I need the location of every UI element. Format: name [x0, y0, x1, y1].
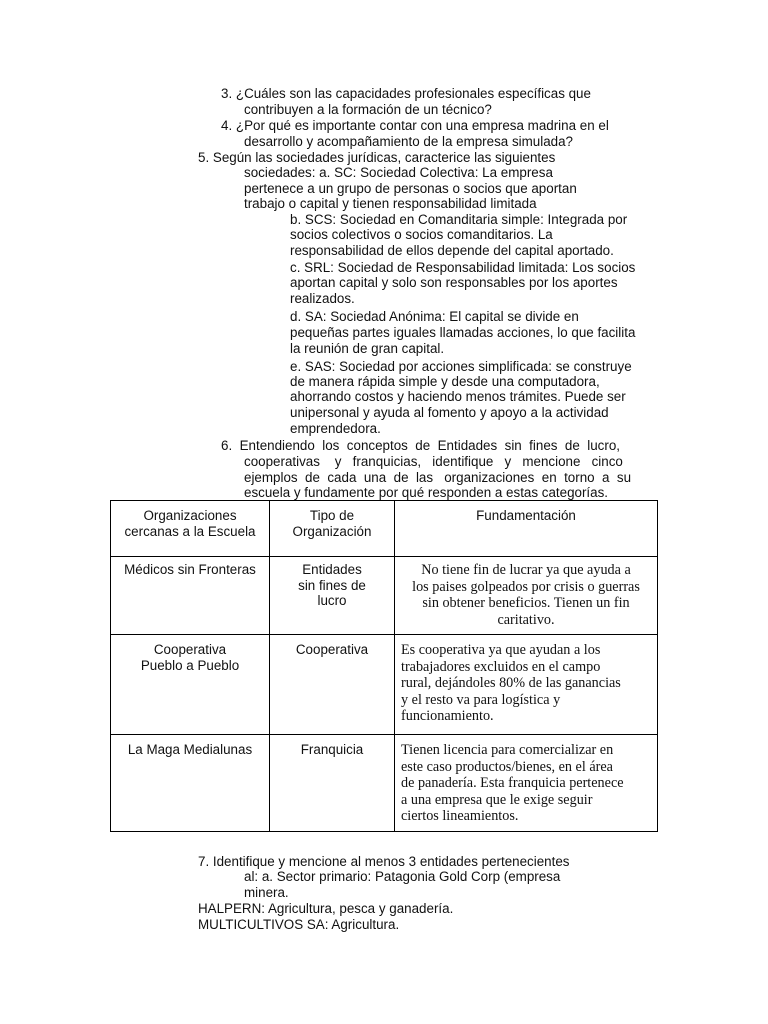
q5-a-line1: sociedades: a. SC: Sociedad Colectiva: La empresa: [244, 165, 553, 180]
q5-e-line5: emprendedora.: [290, 421, 381, 436]
q6-line2: cooperativas y franquicias, identifique y mencione cinco: [244, 454, 623, 469]
q6-line1: 6. Entendiendo los conceptos de Entidades sin fines de lucro,: [221, 438, 620, 453]
row2-fund-line5: funcionamiento.: [401, 708, 494, 725]
q7-line3: minera.: [244, 885, 289, 900]
q7-line4: HALPERN: Agricultura, pesca y ganadería.: [198, 901, 454, 916]
row3-fund-line2: este caso productos/bienes, en el área: [401, 758, 613, 775]
q5-c-line2: aportan capital y solo son responsables por los aportes: [290, 275, 618, 290]
row2-fund: [395, 635, 658, 735]
header-tipo-line1: Tipo de: [309, 508, 355, 523]
q5-e-line4: unipersonal y ayuda al fomento y apoyo a la actividad: [290, 405, 609, 420]
q5-b-line3: responsabilidad de ellos depende del capital aportado.: [290, 243, 614, 258]
q7-line5: MULTICULTIVOS SA: Agricultura.: [198, 917, 400, 932]
row1-fund: [395, 557, 658, 635]
table-row: [111, 557, 658, 635]
row3-org-line1: La Maga Medialunas: [127, 742, 253, 757]
q5-a-line2: pertenece a un grupo de personas o socios que aportan: [244, 181, 577, 196]
row3-tipo-line1: Franquicia: [300, 742, 364, 757]
row3-fund-line4: a una empresa que le exige seguir: [401, 791, 593, 808]
row1-fund-line3: sin obtener beneficios. Tienen un fin: [422, 595, 630, 612]
header-fundamentacion-line1: Fundamentación: [476, 508, 576, 523]
header-organizaciones-line1: Organizaciones: [143, 508, 237, 523]
q5-c-line3: realizados.: [290, 291, 355, 306]
row1-tipo-line2: sin fines de: [298, 577, 366, 593]
row3-fund-line3: de panadería. Esta franquicia pertenece: [401, 775, 624, 792]
header-tipo: [270, 501, 395, 557]
row3-fund: [395, 735, 658, 832]
q5-d-line3: la reunión de gran capital.: [290, 341, 445, 356]
q6-line3: ejemplos de cada una de las organizaciones en torno a su: [244, 470, 632, 485]
row3-fund-line1: Tienen licencia para comercializar en: [401, 742, 614, 758]
row2-fund-line2: trabajadores excluidos en el campo: [401, 658, 601, 675]
q4-line2: desarrollo y acompañamiento de la empresa simulada?: [244, 134, 573, 149]
q7-line2: al: a. Sector primario: Patagonia Gold Corp (empresa: [244, 869, 561, 884]
row2-fund-line3: rural, dejándoles 80% de las ganancias: [401, 675, 621, 692]
row1-fund-line2: los paises golpeados por crisis o guerras: [412, 578, 640, 595]
q5-b-line1: b. SCS: Sociedad en Comanditaria simple: Integrada por: [290, 212, 628, 227]
row1-tipo: [270, 557, 395, 635]
row3-tipo: [270, 735, 395, 832]
row2-org: [111, 635, 270, 735]
q5-e-line1: e. SAS: Sociedad por acciones simplificada: se construye: [290, 359, 632, 374]
row1-tipo-line3: lucro: [317, 593, 347, 609]
q5-d-line2: pequeñas partes iguales llamadas acciones, lo que facilita: [290, 325, 636, 340]
row2-fund-line4: y el resto va para logística y: [401, 691, 561, 708]
row3-fund-line5: ciertos lineamientos.: [401, 808, 519, 825]
q5-a-line3: trabajo o capital y tienen responsabilidad limitada: [244, 196, 537, 211]
table-row: [111, 635, 658, 735]
row1-org: [111, 557, 270, 635]
row2-fund-line1: Es cooperativa ya que ayudan a los: [401, 642, 601, 658]
header-organizaciones-line2: cercanas a la Escuela: [124, 523, 256, 539]
q5-e-line3: ahorrando costos y haciendo menos trámites. Puede ser: [290, 389, 626, 404]
row1-fund-line1: No tiene fin de lucrar ya que ayuda a: [421, 562, 631, 578]
q6-line4: escuela y fundamente por qué responden a estas categorías.: [244, 485, 609, 500]
q5-b-line2: socios colectivos o socios comanditarios. La: [290, 227, 553, 242]
q7-line1: 7. Identifique y mencione al menos 3 entidades pertenecientes: [198, 854, 570, 869]
row2-org-line2: Pueblo a Pueblo: [140, 657, 240, 673]
table-header-row: [111, 501, 658, 557]
header-organizaciones: [111, 501, 270, 557]
q3-line2: contribuyen a la formación de un técnico?: [244, 102, 492, 117]
row2-tipo: [270, 635, 395, 735]
q5-e-line2: de manera rápida simple y desde una computadora,: [290, 374, 600, 389]
row1-org-line1: Médicos sin Fronteras: [124, 562, 256, 577]
q3-line1: 3. ¿Cuáles son las capacidades profesionales específicas que: [221, 86, 591, 101]
q5-c-line1: c. SRL: Sociedad de Responsabilidad limitada: Los socios: [290, 260, 636, 275]
header-fundamentacion: [395, 501, 658, 557]
row1-fund-line4: caritativo.: [497, 611, 555, 628]
q4-line1: 4. ¿Por qué es importante contar con una empresa madrina en el: [221, 118, 609, 133]
row1-tipo-line1: Entidades: [302, 562, 362, 577]
q5-d-line1: d. SA: Sociedad Anónima: El capital se divide en: [290, 309, 579, 324]
row2-org-line1: Cooperativa: [153, 642, 227, 657]
q5-line1: 5. Según las sociedades jurídicas, caracterice las siguientes: [198, 150, 556, 165]
row3-org: [111, 735, 270, 832]
row2-tipo-line1: Cooperativa: [295, 642, 369, 657]
organizations-table: [110, 500, 658, 832]
header-tipo-line2: Organización: [292, 523, 372, 539]
table-row: [111, 735, 658, 832]
